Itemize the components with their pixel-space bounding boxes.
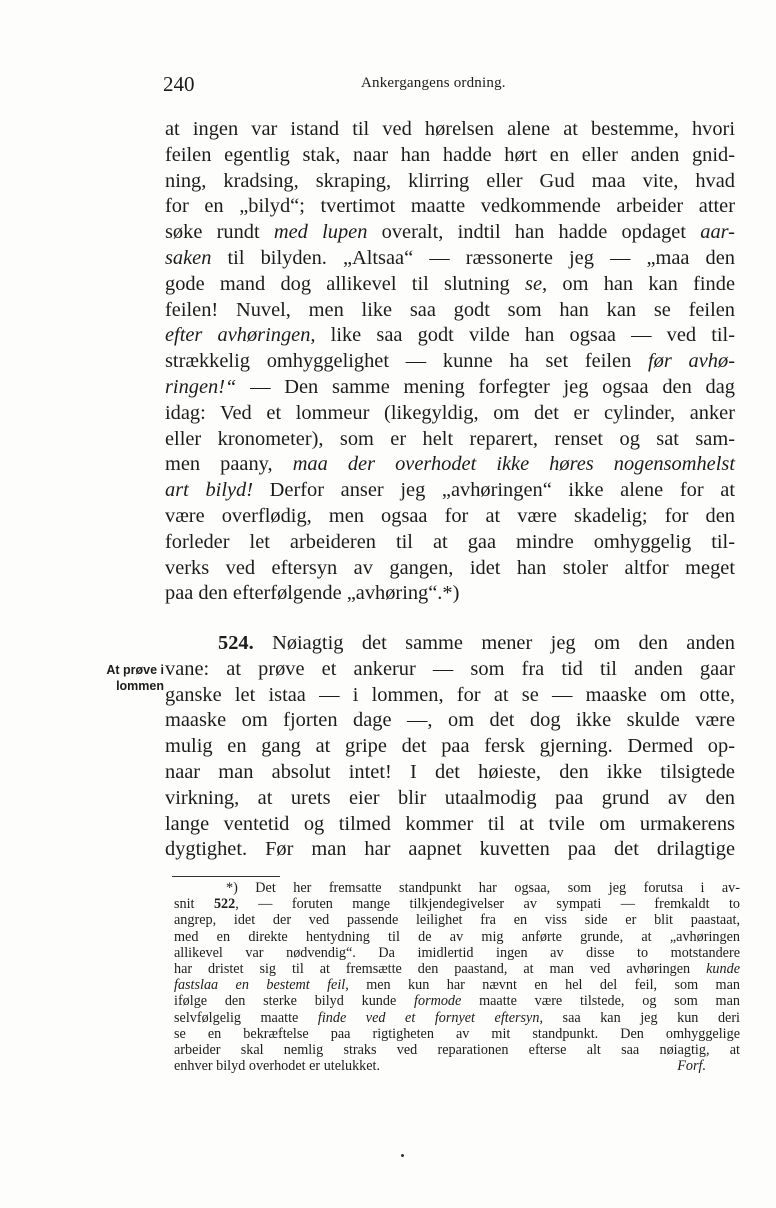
text-line bbox=[165, 220, 735, 246]
text-segment: ganske let istaa — i lommen, for at se — maaske om otte, bbox=[165, 683, 735, 706]
text-line bbox=[165, 657, 735, 683]
margin-note-line: lommen bbox=[116, 679, 164, 693]
text-segment: kunde bbox=[706, 961, 740, 978]
margin-note-line: At prøve i bbox=[106, 663, 164, 677]
text-segment: fastslaa en bestemt feil, bbox=[174, 977, 349, 994]
text-line bbox=[165, 272, 735, 298]
text-segment: ning, kradsing, skraping, klirring eller Gud maa vite, hvad bbox=[165, 169, 735, 192]
text-line bbox=[165, 452, 735, 478]
text-segment: se en bekræftelse paa rigtigheten av mit standpunkt. Den omhyggelige bbox=[174, 1025, 740, 1042]
text-line bbox=[165, 401, 735, 427]
text-segment: om han kan finde bbox=[547, 272, 735, 295]
text-line bbox=[174, 993, 740, 1009]
text-line bbox=[165, 478, 735, 504]
margin-note bbox=[86, 662, 164, 694]
running-head: Ankergangens ordning. bbox=[361, 75, 506, 91]
text-segment: dygtighet. Før man har aapnet kuvetten paa det drilagtige bbox=[165, 838, 735, 861]
text-segment: maa der overhodet ikke høres nogensomhelst bbox=[292, 453, 735, 476]
text-line bbox=[165, 504, 735, 530]
text-segment: gode mand dog allikevel til slutning bbox=[165, 272, 526, 295]
text-segment: mulig en gang at gripe det paa fersk gjerning. Dermed op- bbox=[165, 735, 735, 758]
text-segment: søke rundt bbox=[165, 221, 274, 244]
text-segment: finde ved et fornyet eftersyn, bbox=[317, 1009, 544, 1026]
text-segment: at ingen var istand til ved hørelsen alene at bestemme, hvori bbox=[165, 118, 735, 140]
text-line bbox=[165, 323, 735, 349]
text-line bbox=[174, 977, 740, 993]
text-line bbox=[165, 246, 735, 272]
text-line bbox=[174, 1026, 740, 1042]
text-segment: til bilyden. „Altsaa“ — ræssonerte jeg — „maa den bbox=[211, 246, 735, 269]
text-segment: saken bbox=[165, 246, 212, 269]
text-line bbox=[165, 760, 735, 786]
text-line bbox=[174, 1010, 740, 1026]
footnote-text: enhver bilyd overhodet er utelukket. bbox=[174, 1058, 381, 1075]
text-line bbox=[165, 194, 735, 220]
text-segment: men kun har nævnt en hel del feil, som man bbox=[348, 977, 740, 994]
ink-speck bbox=[401, 1154, 404, 1157]
text-line bbox=[165, 427, 735, 453]
section-number: 524. bbox=[218, 632, 254, 654]
text-line bbox=[174, 896, 740, 912]
text-segment: verks ved eftersyn av gangen, idet han stoler altfor meget bbox=[165, 556, 735, 579]
text-segment: forleder let arbeideren til at gaa mindre omhyggelig til- bbox=[165, 530, 735, 553]
text-line bbox=[165, 349, 735, 375]
text-segment: arbeider skal nemlig straks ved reparationen efterse alt saa nøiagtig, at bbox=[174, 1042, 740, 1059]
text-line bbox=[165, 812, 735, 838]
text-segment: , — foruten mange tilkjendegivelser av sympati — fremkaldt to bbox=[235, 896, 741, 913]
text-line bbox=[174, 1042, 740, 1058]
text-segment: angrep, idet der ved passende leilighet fra en viss side er blit paastaat, bbox=[174, 912, 740, 929]
text-line bbox=[165, 837, 735, 863]
text-line bbox=[165, 169, 735, 195]
page-header bbox=[163, 72, 735, 100]
text-segment: like saa godt vilde han ogsaa — ved til- bbox=[315, 324, 736, 347]
text-segment: feilen egentlig stak, naar han hadde hørt en eller anden gnid- bbox=[165, 143, 735, 166]
text-line bbox=[174, 945, 740, 961]
text-segment: virkning, at urets eier blir utaalmodig paa grund av den bbox=[165, 786, 735, 809]
text-line bbox=[165, 734, 735, 760]
text-segment: snit bbox=[174, 896, 214, 913]
text-segment: efter avhøringen, bbox=[165, 324, 316, 347]
footnote bbox=[174, 880, 740, 1074]
text-segment: før avhø- bbox=[648, 350, 735, 373]
text-line bbox=[165, 708, 735, 734]
footnote-signature: Forf. bbox=[677, 1058, 706, 1075]
footnote-rule bbox=[172, 876, 280, 877]
text-segment: paa den efterfølgende „avhøring“.*) bbox=[165, 582, 460, 605]
text-segment: feilen! Nuvel, men like saa godt som han kan se feilen bbox=[165, 298, 735, 321]
paragraph-524 bbox=[165, 631, 735, 863]
text-segment: maatte være tilstede, og som man bbox=[461, 993, 740, 1010]
text-line bbox=[174, 929, 740, 945]
text-segment: idag: Ved et lommeur (likegyldig, om det er cylinder, anker bbox=[165, 401, 735, 424]
text-segment: eller kronometer), som er helt reparert, renset og sat sam- bbox=[165, 427, 735, 450]
text-segment: med lupen bbox=[273, 221, 368, 244]
text-segment: maaske om fjorten dage —, om det dog ikke skulde være bbox=[165, 709, 735, 732]
page-number: 240 bbox=[163, 72, 195, 96]
text-line bbox=[165, 143, 735, 169]
text-line bbox=[165, 556, 735, 582]
text-segment: Nøiagtig det samme mener jeg om den anden bbox=[253, 632, 735, 654]
text-segment: med en direkte hentydning til de av mig anførte grunde, at „avhøringen bbox=[174, 928, 740, 945]
text-segment: se, bbox=[525, 272, 548, 295]
text-segment: 522 bbox=[213, 896, 236, 913]
text-line bbox=[165, 581, 735, 607]
text-segment: ringen!“ bbox=[165, 375, 237, 398]
text-line bbox=[174, 880, 740, 896]
text-segment: har dristet sig til at fremsætte den paastand, at man ved avhøringen bbox=[174, 961, 707, 978]
text-line bbox=[165, 298, 735, 324]
text-line bbox=[165, 117, 735, 143]
text-segment: aar- bbox=[700, 221, 735, 244]
text-line bbox=[165, 631, 735, 657]
text-segment: Derfor anser jeg „avhøringen“ ikke alene for at bbox=[253, 479, 735, 502]
text-line bbox=[165, 786, 735, 812]
text-segment: overalt, indtil han hadde opdaget bbox=[367, 221, 701, 244]
text-segment: allikevel var nødvendig“. Da imidlertid ingen av disse to motstandere bbox=[174, 944, 740, 961]
text-line bbox=[165, 375, 735, 401]
text-segment: — Den samme mening forfegter jeg ogsaa den dag bbox=[236, 375, 735, 398]
text-line bbox=[174, 912, 740, 928]
text-segment: formode bbox=[414, 993, 462, 1010]
text-segment: saa kan jeg kun deri bbox=[543, 1009, 740, 1026]
text-segment: art bilyd! bbox=[165, 479, 254, 502]
text-segment: men paany, bbox=[165, 453, 293, 476]
text-segment: naar man absolut intet! I det høieste, den ikke tilsigtede bbox=[165, 760, 735, 783]
text-line bbox=[165, 530, 735, 556]
text-line bbox=[165, 683, 735, 709]
text-segment: selvfølgelig maatte bbox=[174, 1009, 318, 1026]
paragraph-1 bbox=[165, 117, 735, 607]
text-line bbox=[174, 961, 740, 977]
footnote-last-line bbox=[174, 1058, 740, 1074]
text-segment: for en „bilyd“; tvertimot maatte vedkommende arbeider atter bbox=[165, 195, 735, 218]
text-segment: strækkelig omhyggelighet — kunne ha set feilen bbox=[165, 350, 649, 373]
text-segment: *) Det her fremsatte standpunkt har ogsaa, som jeg forutsa i av- bbox=[226, 880, 740, 896]
text-segment: vane: at prøve et ankerur — som fra tid til anden gaar bbox=[165, 657, 735, 680]
text-segment: lange ventetid og tilmed kommer til at tvile om urmakerens bbox=[165, 812, 735, 835]
text-segment: ifølge den sterke bilyd kunde bbox=[174, 993, 415, 1010]
text-segment: være overflødig, men ogsaa for at være skadelig; for den bbox=[165, 504, 735, 527]
